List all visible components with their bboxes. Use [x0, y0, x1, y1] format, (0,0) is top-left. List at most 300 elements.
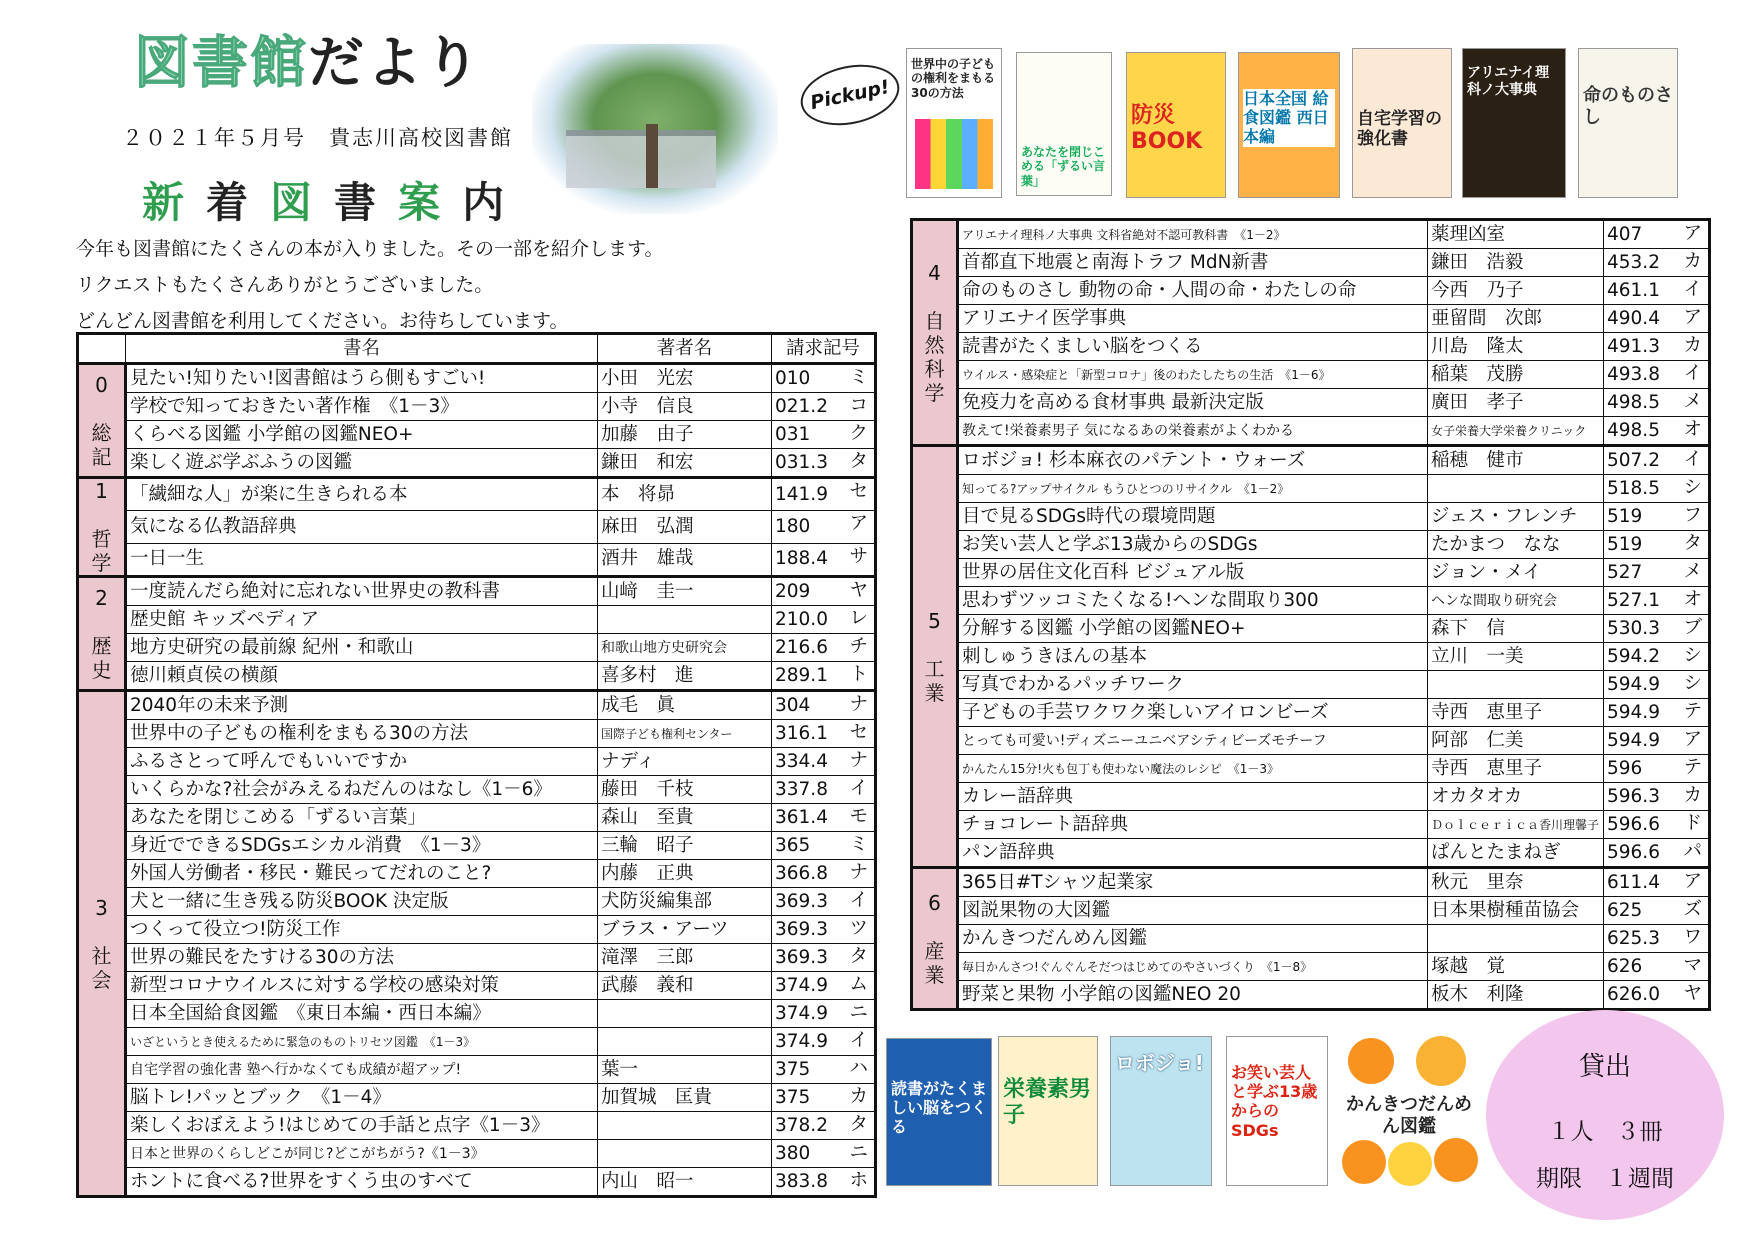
- column-header-call: 請求記号: [772, 334, 876, 364]
- call-number: [772, 364, 876, 393]
- call-number-class: 366.8: [775, 862, 828, 884]
- call-number: [1604, 277, 1710, 305]
- call-number: [772, 662, 876, 691]
- book-title: 思わずツッコミたくなる!ヘンな間取り300: [958, 587, 1428, 615]
- call-number-class: 361.4: [775, 806, 828, 828]
- call-number-kana: イ: [1683, 279, 1702, 300]
- call-number-kana: ブ: [1683, 617, 1702, 638]
- column-header-title: 書名: [126, 334, 598, 364]
- call-number-class: 031.3: [775, 451, 828, 473]
- call-number-kana: シ: [1683, 645, 1702, 666]
- call-number-class: 519: [1607, 533, 1643, 555]
- call-number: [1604, 643, 1710, 671]
- call-number-kana: ア: [849, 513, 868, 535]
- call-number-class: 596.6: [1607, 813, 1660, 835]
- call-number: [1604, 389, 1710, 417]
- call-number-class: 010: [775, 367, 811, 389]
- pickup-badge: Pickup!: [795, 56, 905, 134]
- table-row: [78, 888, 876, 916]
- page-title: 図書館だより: [134, 31, 482, 96]
- call-number-kana: タ: [849, 451, 868, 472]
- table-row: [78, 944, 876, 972]
- column-header-author: 著者名: [598, 334, 772, 364]
- table-row: [78, 421, 876, 449]
- book-author: 喜多村 進: [598, 662, 772, 691]
- call-number: [772, 421, 876, 449]
- table-row: [78, 832, 876, 860]
- book-author: 塚越 覚: [1428, 953, 1604, 981]
- call-number-class: 596.3: [1607, 785, 1660, 807]
- call-number-kana: オ: [1683, 589, 1702, 610]
- book-title: 図説果物の大図鑑: [958, 897, 1428, 925]
- call-number-kana: ド: [1683, 813, 1702, 834]
- call-number-class: 530.3: [1607, 617, 1660, 639]
- table-row: [912, 559, 1710, 587]
- call-number: [772, 1112, 876, 1140]
- call-number: [1604, 333, 1710, 361]
- call-number-kana: ニ: [849, 1142, 868, 1163]
- table-row: [78, 606, 876, 634]
- call-number-kana: ハ: [849, 1058, 868, 1079]
- call-number-class: 180: [775, 515, 811, 537]
- book-author: 成毛 眞: [598, 691, 772, 720]
- intro-line-1: 今年も図書館にたくさんの本が入りました。その一部を紹介します。: [76, 238, 664, 260]
- call-number-class: 527.1: [1607, 589, 1660, 611]
- table-row: [78, 364, 876, 393]
- call-number: [772, 1140, 876, 1168]
- book-author: 山﨑 圭一: [598, 577, 772, 606]
- table-row: [78, 1028, 876, 1056]
- book-author: 犬防災編集部: [598, 888, 772, 916]
- table-row: [912, 839, 1710, 868]
- book-cover: 読書がたくましい脳をつくる: [886, 1038, 992, 1186]
- book-author: ブラス・アーツ: [598, 916, 772, 944]
- table-row: [912, 811, 1710, 839]
- call-number-kana: タ: [1683, 533, 1702, 554]
- book-author: 本 将昴: [598, 478, 772, 511]
- book-author: [1428, 475, 1604, 503]
- book-title: 世界の難民をたすける30の方法: [126, 944, 598, 972]
- call-number: [772, 916, 876, 944]
- call-number-class: 304: [775, 694, 811, 716]
- category-cell: 5 工 業: [912, 446, 958, 868]
- book-author: 稲葉 茂勝: [1428, 361, 1604, 389]
- book-title: アリエナイ医学事典: [958, 305, 1428, 333]
- table-row: [912, 783, 1710, 811]
- call-number-kana: レ: [849, 608, 868, 629]
- table-row: [912, 475, 1710, 503]
- book-author: 三輪 昭子: [598, 832, 772, 860]
- book-author: 内藤 正典: [598, 860, 772, 888]
- call-number-kana: テ: [1683, 757, 1702, 778]
- table-row: [78, 543, 876, 576]
- call-number-class: 498.5: [1607, 419, 1660, 441]
- table-row: [912, 249, 1710, 277]
- book-author: 板木 利隆: [1428, 981, 1604, 1010]
- book-author: 今西 乃子: [1428, 277, 1604, 305]
- book-title: 脳トレ!パッとブック 《1－4》: [126, 1084, 598, 1112]
- book-author: 鎌田 浩毅: [1428, 249, 1604, 277]
- book-title: 楽しく遊ぶ学ぶふうの図鑑: [126, 449, 598, 478]
- call-number-kana: ツ: [849, 918, 868, 939]
- call-number-class: 594.9: [1607, 673, 1660, 695]
- call-number-class: 209: [775, 580, 811, 602]
- book-author: [1428, 925, 1604, 953]
- call-number: [1604, 783, 1710, 811]
- book-title: 毎日かんさつ!ぐんぐんそだつはじめてのやさいづくり 《1－8》: [958, 953, 1428, 981]
- book-title: 2040年の未来予測: [126, 691, 598, 720]
- book-title: 気になる仏教語辞典: [126, 511, 598, 543]
- call-number-kana: ミ: [849, 367, 868, 388]
- book-author: 阿部 仁美: [1428, 727, 1604, 755]
- call-number-kana: イ: [849, 890, 868, 911]
- table-row: [912, 220, 1710, 249]
- table-row: [78, 1112, 876, 1140]
- call-number-class: 374.9: [775, 1030, 828, 1052]
- book-author: 鎌田 和宏: [598, 449, 772, 478]
- call-number-class: 374.9: [775, 1002, 828, 1024]
- call-number-kana: ヤ: [849, 580, 868, 601]
- table-row: [912, 615, 1710, 643]
- call-number-kana: セ: [849, 722, 868, 743]
- call-number: [772, 449, 876, 478]
- call-number: [772, 543, 876, 576]
- call-number-kana: ミ: [849, 834, 868, 855]
- call-number-class: 375: [775, 1086, 811, 1108]
- call-number: [772, 860, 876, 888]
- call-number-class: 594.9: [1607, 701, 1660, 723]
- call-number: [1604, 446, 1710, 475]
- table-row: [912, 277, 1710, 305]
- book-author: 秋元 里奈: [1428, 868, 1604, 897]
- call-number-kana: イ: [849, 778, 868, 799]
- table-row: [78, 860, 876, 888]
- book-title: 歴史館 キッズペディア: [126, 606, 598, 634]
- book-author: 麻田 弘潤: [598, 511, 772, 543]
- call-number-kana: メ: [1683, 391, 1702, 412]
- call-number-kana: ア: [1683, 871, 1702, 892]
- book-author: [1428, 671, 1604, 699]
- category-cell: 6 産 業: [912, 868, 958, 1010]
- call-number: [1604, 361, 1710, 389]
- table-row: [912, 925, 1710, 953]
- call-number-kana: チ: [849, 636, 868, 657]
- call-number-kana: カ: [1683, 251, 1702, 272]
- call-number: [772, 944, 876, 972]
- book-cover: アリエナイ理科ノ大事典: [1462, 48, 1566, 198]
- category-cell: 2 歴 史: [78, 577, 126, 691]
- book-title: 刺しゅうきほんの基本: [958, 643, 1428, 671]
- call-number: [1604, 811, 1710, 839]
- call-number: [772, 720, 876, 748]
- book-author: Ｄｏｌｃｅｒｉｃａ香川理馨子: [1428, 811, 1604, 839]
- call-number: [1604, 559, 1710, 587]
- call-number: [1604, 981, 1710, 1010]
- table-row: [912, 361, 1710, 389]
- table-row: [78, 776, 876, 804]
- book-author: [598, 1140, 772, 1168]
- book-title: 一度読んだら絶対に忘れない世界史の教科書: [126, 577, 598, 606]
- call-number-kana: ワ: [1683, 927, 1702, 948]
- call-number-kana: シ: [1683, 477, 1702, 498]
- table-row: [78, 972, 876, 1000]
- call-number-kana: ア: [1683, 729, 1702, 750]
- call-number: [1604, 727, 1710, 755]
- call-number-class: 031: [775, 423, 811, 445]
- call-number-class: 490.4: [1607, 307, 1660, 329]
- book-title: 楽しくおぼえよう!はじめての手話と点字《1－3》: [126, 1112, 598, 1140]
- table-row: [912, 643, 1710, 671]
- book-title: 一日一生: [126, 543, 598, 576]
- book-title: 教えて!栄養素男子 気になるあの栄養素がよくわかる: [958, 417, 1428, 446]
- category-cell: 4 自 然 科 学: [912, 220, 958, 446]
- call-number: [772, 691, 876, 720]
- book-title: いざというとき使えるために緊急のものトリセツ図鑑 《1－3》: [126, 1028, 598, 1056]
- table-row: [78, 691, 876, 720]
- table-row: [78, 748, 876, 776]
- book-title: 目で見るSDGs時代の環境問題: [958, 503, 1428, 531]
- book-title: 読書がたくましい脳をつくる: [958, 333, 1428, 361]
- call-number: [1604, 503, 1710, 531]
- call-number-kana: カ: [849, 1086, 868, 1107]
- call-number-kana: テ: [1683, 701, 1702, 722]
- book-author: 川島 隆太: [1428, 333, 1604, 361]
- book-title: 世界中の子どもの権利をまもる30の方法: [126, 720, 598, 748]
- call-number-class: 365: [775, 834, 811, 856]
- call-number-class: 493.8: [1607, 363, 1660, 385]
- intro-line-2: リクエストもたくさんありがとうございました。: [76, 274, 494, 296]
- call-number-kana: セ: [849, 481, 868, 502]
- call-number-class: 518.5: [1607, 477, 1660, 499]
- issue-subtitle: ２０２１年５月号 貴志川高校図書館: [122, 126, 513, 150]
- call-number: [772, 832, 876, 860]
- book-author: [598, 1112, 772, 1140]
- call-number-kana: ナ: [849, 750, 868, 771]
- table-row: [912, 333, 1710, 361]
- book-author: ぱんとたまねぎ: [1428, 839, 1604, 868]
- book-cover: 栄養素男子: [998, 1036, 1098, 1186]
- call-number-class: 519: [1607, 505, 1643, 527]
- book-author: 小田 光宏: [598, 364, 772, 393]
- call-number-class: 334.4: [775, 750, 828, 772]
- call-number-class: 407: [1607, 223, 1643, 245]
- call-number-class: 625: [1607, 899, 1643, 921]
- table-row: [912, 503, 1710, 531]
- call-number-kana: ホ: [849, 1170, 868, 1191]
- call-number-class: 527: [1607, 561, 1643, 583]
- book-title: 子どもの手芸ワクワク楽しいアイロンビーズ: [958, 699, 1428, 727]
- book-title: 首都直下地震と南海トラフ MdN新書: [958, 249, 1428, 277]
- book-cover: お笑い芸人と学ぶ13歳からのSDGs: [1226, 1036, 1328, 1186]
- book-title: 地方史研究の最前線 紀州・和歌山: [126, 634, 598, 662]
- library-photo: [532, 44, 778, 214]
- table-row: [912, 531, 1710, 559]
- call-number-kana: コ: [849, 395, 868, 416]
- table-row: [78, 634, 876, 662]
- book-title: 新型コロナウイルスに対する学校の感染対策: [126, 972, 598, 1000]
- call-number: [1604, 868, 1710, 897]
- book-title: 免疫力を高める食材事典 最新決定版: [958, 389, 1428, 417]
- book-title: あなたを閉じこめる「ずるい言葉」: [126, 804, 598, 832]
- call-number-class: 316.1: [775, 722, 828, 744]
- table-row: [78, 720, 876, 748]
- book-title: 365日#Tシャツ起業家: [958, 868, 1428, 897]
- call-number-kana: カ: [1683, 785, 1702, 806]
- book-title: お笑い芸人と学ぶ13歳からのSDGs: [958, 531, 1428, 559]
- book-author: 薬理凶室: [1428, 220, 1604, 249]
- call-number-class: 594.2: [1607, 645, 1660, 667]
- book-title: 学校で知っておきたい著作権 《1－3》: [126, 393, 598, 421]
- table-row: [912, 897, 1710, 925]
- book-cover: 世界中の子どもの権利をまもる30の方法: [906, 48, 1002, 198]
- table-row: [912, 389, 1710, 417]
- call-number: [1604, 587, 1710, 615]
- call-number: [1604, 699, 1710, 727]
- call-number-class: 453.2: [1607, 251, 1660, 273]
- book-author: 国際子ども権利センター: [598, 720, 772, 748]
- book-cover: 自宅学習の強化書: [1352, 48, 1452, 198]
- call-number: [1604, 475, 1710, 503]
- table-row: [78, 1000, 876, 1028]
- call-number-kana: イ: [1683, 449, 1702, 470]
- call-number: [772, 393, 876, 421]
- book-cover: 防災BOOK: [1126, 52, 1226, 198]
- call-number: [772, 577, 876, 606]
- call-number-class: 461.1: [1607, 279, 1660, 301]
- call-number: [1604, 897, 1710, 925]
- call-number: [1604, 249, 1710, 277]
- table-row: [912, 417, 1710, 446]
- call-number-class: 380: [775, 1142, 811, 1164]
- book-author: 寺西 恵里子: [1428, 699, 1604, 727]
- book-cover: 日本全国 給食図鑑 西日本編: [1238, 52, 1340, 198]
- book-title: かんたん15分!火も包丁も使わない魔法のレシピ 《1－3》: [958, 755, 1428, 783]
- call-number-class: 625.3: [1607, 927, 1660, 949]
- table-row: [78, 511, 876, 543]
- book-author: ジョン・メイ: [1428, 559, 1604, 587]
- call-number: [1604, 305, 1710, 333]
- category-cell: 0 総 記: [78, 364, 126, 478]
- book-title: 分解する図鑑 小学館の図鑑NEO+: [958, 615, 1428, 643]
- call-number-kana: イ: [1683, 363, 1702, 384]
- book-author: 藤田 千枝: [598, 776, 772, 804]
- book-author: [598, 1028, 772, 1056]
- call-number-class: 021.2: [775, 395, 828, 417]
- call-number-kana: ナ: [849, 694, 868, 715]
- call-number: [772, 606, 876, 634]
- table-row: [912, 446, 1710, 475]
- call-number: [772, 972, 876, 1000]
- book-title: アリエナイ理科ノ大事典 文科省絶対不認可教科書 《1－2》: [958, 220, 1428, 249]
- book-author: 小寺 信良: [598, 393, 772, 421]
- book-title: 日本全国給食図鑑 《東日本編・西日本編》: [126, 1000, 598, 1028]
- call-number-class: 374.9: [775, 974, 828, 996]
- book-cover: かんきつだんめん図鑑: [1338, 1036, 1480, 1186]
- loan-label: 貸出: [1578, 1052, 1631, 1082]
- book-title: かんきつだんめん図鑑: [958, 925, 1428, 953]
- call-number-class: 369.3: [775, 946, 828, 968]
- loan-amount: １人 ３冊: [1547, 1119, 1663, 1145]
- call-number-class: 378.2: [775, 1114, 828, 1136]
- category-cell: 1 哲 学: [78, 478, 126, 577]
- call-number-kana: サ: [849, 545, 868, 567]
- book-title: 見たい!知りたい!図書館はうら側もすごい!: [126, 364, 598, 393]
- call-number-class: 375: [775, 1058, 811, 1080]
- call-number-kana: ト: [849, 664, 868, 685]
- call-number-kana: タ: [849, 946, 868, 967]
- call-number-class: 383.8: [775, 1170, 828, 1192]
- call-number: [772, 1056, 876, 1084]
- book-title: 徳川頼貞侯の横顔: [126, 662, 598, 691]
- call-number-kana: モ: [849, 806, 868, 827]
- call-number: [1604, 839, 1710, 868]
- call-number-class: 596: [1607, 757, 1643, 779]
- table-row: [912, 727, 1710, 755]
- book-title: とっても可愛い!ディズニーユニベアシティビーズモチーフ: [958, 727, 1428, 755]
- table-row: [78, 916, 876, 944]
- call-number-class: 507.2: [1607, 449, 1660, 471]
- call-number-class: 188.4: [775, 548, 828, 570]
- call-number-kana: ズ: [1683, 899, 1702, 920]
- table-row: [78, 1056, 876, 1084]
- call-number: [772, 1028, 876, 1056]
- book-author: ナディ: [598, 748, 772, 776]
- table-row: [78, 577, 876, 606]
- table-row: [912, 981, 1710, 1010]
- call-number-kana: ア: [1683, 307, 1702, 328]
- book-table-right: [910, 218, 1711, 1011]
- book-title: 野菜と果物 小学館の図鑑NEO 20: [958, 981, 1428, 1010]
- call-number: [772, 804, 876, 832]
- book-author: 稲穂 健市: [1428, 446, 1604, 475]
- book-title: 世界の居住文化百科 ビジュアル版: [958, 559, 1428, 587]
- call-number: [1604, 531, 1710, 559]
- table-row: [78, 1168, 876, 1197]
- book-author: 寺西 恵里子: [1428, 755, 1604, 783]
- call-number: [772, 1168, 876, 1197]
- book-author: 和歌山地方史研究会: [598, 634, 772, 662]
- book-title: 外国人労働者・移民・難民ってだれのこと?: [126, 860, 598, 888]
- table-row: [78, 449, 876, 478]
- category-cell: 3 社 会: [78, 691, 126, 1197]
- book-author: [598, 1000, 772, 1028]
- book-author: 立川 一美: [1428, 643, 1604, 671]
- call-number: [772, 511, 876, 543]
- table-row: [78, 804, 876, 832]
- book-title: ふるさとって呼んでもいいですか: [126, 748, 598, 776]
- call-number: [772, 1000, 876, 1028]
- call-number: [1604, 925, 1710, 953]
- book-title: ウイルス・感染症と「新型コロナ」後のわたしたちの生活 《1－6》: [958, 361, 1428, 389]
- call-number-class: 491.3: [1607, 335, 1660, 357]
- call-number-class: 626: [1607, 955, 1643, 977]
- book-title: 犬と一緒に生き残る防災BOOK 決定版: [126, 888, 598, 916]
- book-author: 日本果樹種苗協会: [1428, 897, 1604, 925]
- call-number-class: 369.3: [775, 890, 828, 912]
- call-number-class: 369.3: [775, 918, 828, 940]
- call-number-class: 210.0: [775, 608, 828, 630]
- book-author: 内山 昭一: [598, 1168, 772, 1197]
- book-title: いくらかな?社会がみえるねだんのはなし《1－6》: [126, 776, 598, 804]
- table-row: [78, 1084, 876, 1112]
- call-number: [772, 634, 876, 662]
- call-number: [1604, 220, 1710, 249]
- call-number-kana: メ: [1683, 561, 1702, 582]
- book-author: [598, 606, 772, 634]
- book-author: 葉一: [598, 1056, 772, 1084]
- call-number-kana: タ: [849, 1114, 868, 1135]
- table-row: [78, 393, 876, 421]
